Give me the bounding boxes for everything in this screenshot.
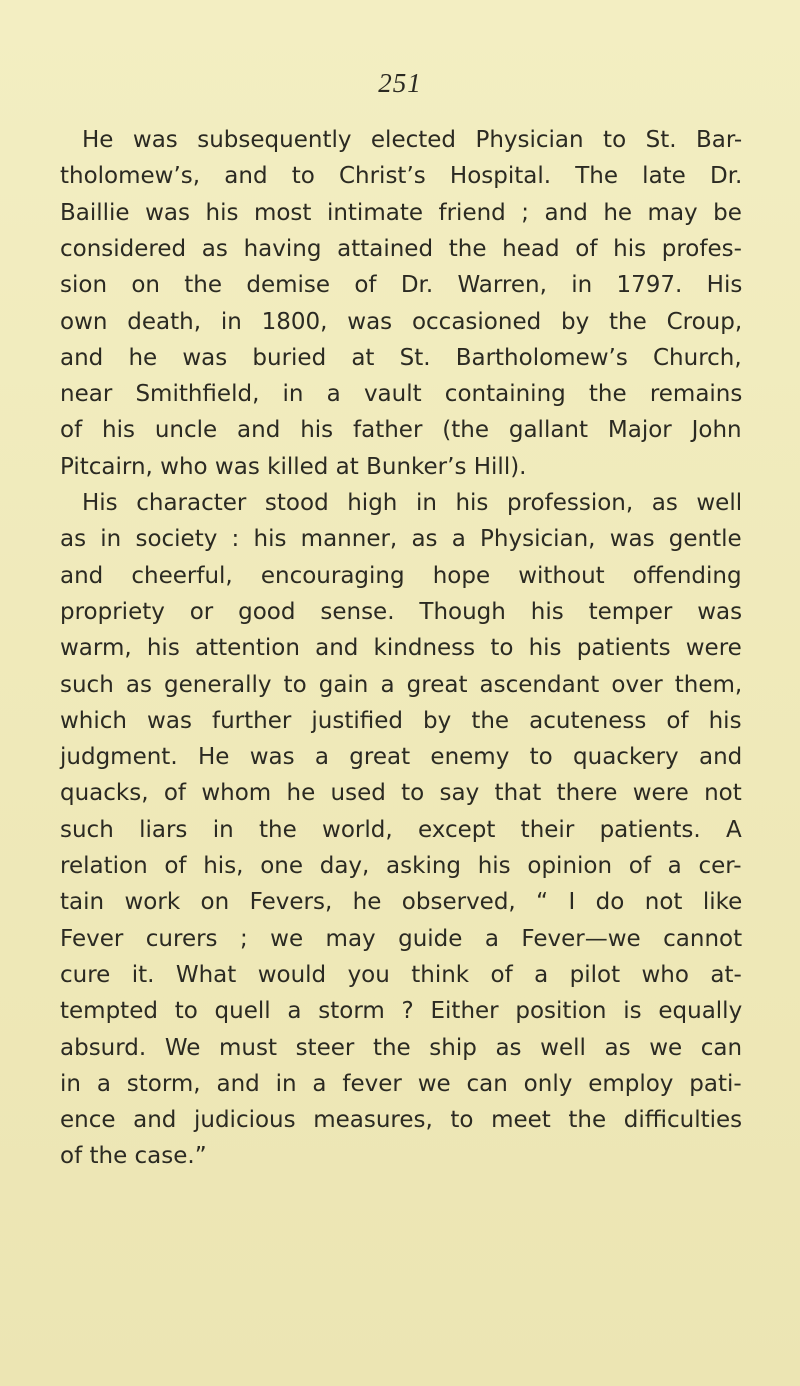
text-line: judgment. He was a great enemy to quackery and [60, 744, 743, 771]
text-line: relation of his, one day, asking his opinion of a cer- [60, 853, 742, 879]
text-line: tempted to quell a storm ? Either position is equally [60, 998, 743, 1025]
text-line: Pitcairn, who was killed at Bunker’s Hill). [60, 453, 527, 480]
text-line: and he was buried at St. Bartholomew’s Church, [60, 344, 742, 371]
text-line: cure it. What would you think of a pilot who at- [60, 961, 742, 988]
page-number: 251 [378, 68, 422, 98]
text-line: near Smithfield, in a vault containing the remains [60, 381, 743, 408]
text-line: own death, in 1800, was occasioned by the Croup, [60, 308, 743, 335]
text-line: tain work on Fevers, he observed, “ I do not like [60, 889, 743, 916]
text-line: in a storm, and in a fever we can only employ pati- [60, 1070, 742, 1097]
text-line: Fever curers ; we may guide a Fever—we cannot [60, 925, 743, 952]
text-line: Baillie was his most intimate friend ; and he may be [60, 199, 742, 226]
text-line: His character stood high in his profession, as well [82, 490, 743, 516]
text-line: He was subsequently elected Physician to St. Bar- [82, 127, 743, 153]
text-line: quacks, of whom he used to say that there were not [60, 780, 742, 807]
text-line: propriety or good sense. Though his temper was [60, 598, 743, 625]
text-line: of his uncle and his father (the gallant Major John [60, 417, 742, 444]
text-line: as in society : his manner, as a Physician, was gentle [60, 526, 742, 553]
text-line: tholomew’s, and to Christ’s Hospital. The late Dr. [60, 163, 743, 190]
text-line: warm, his attention and kindness to his patients were [60, 635, 742, 662]
text-line: sion on the demise of Dr. Warren, in 1797. His [60, 272, 743, 299]
text-line: of the case.” [60, 1143, 207, 1170]
text-line: absurd. We must steer the ship as well as we can [60, 1034, 743, 1061]
text-line: ence and judicious measures, to meet the difficulties [60, 1107, 743, 1134]
text-line: and cheerful, encouraging hope without offending [60, 562, 742, 589]
text-line: such as generally to gain a great ascendant over them, [60, 671, 743, 698]
text-line: considered as having attained the head of his profes- [60, 235, 742, 262]
text-line: which was further justified by the acuteness of his [60, 707, 742, 734]
text-line: such liars in the world, except their patients. A [60, 816, 742, 843]
